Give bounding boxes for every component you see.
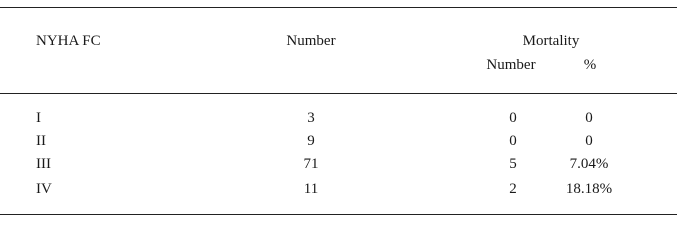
header-mortality-percent: % (583, 57, 597, 73)
row-mort-number-2: 0 (509, 133, 517, 149)
header-nyha-fc: NYHA FC (36, 33, 101, 49)
row-fc-4: IV (36, 181, 52, 197)
row-mort-number-4: 2 (509, 181, 517, 197)
header-mortality-number: Number (486, 57, 536, 73)
header-mortality: Mortality (522, 33, 580, 49)
row-number-3: 71 (303, 156, 319, 172)
row-fc-3: III (36, 156, 51, 172)
row-mort-number-1: 0 (509, 110, 517, 126)
row-number-1: 3 (307, 110, 315, 126)
row-mort-number-3: 5 (509, 156, 517, 172)
table-top-rule (0, 7, 677, 8)
row-number-2: 9 (307, 133, 315, 149)
row-mort-percent-2: 0 (585, 133, 593, 149)
row-fc-2: II (36, 133, 46, 149)
row-mort-percent-1: 0 (585, 110, 593, 126)
row-mort-percent-3: 7.04% (569, 156, 609, 172)
table-bottom-rule (0, 214, 677, 215)
header-number: Number (286, 33, 336, 49)
row-mort-percent-4: 18.18% (565, 181, 613, 197)
row-fc-1: I (36, 110, 41, 126)
table-header-rule (0, 93, 677, 94)
row-number-4: 11 (303, 181, 319, 197)
